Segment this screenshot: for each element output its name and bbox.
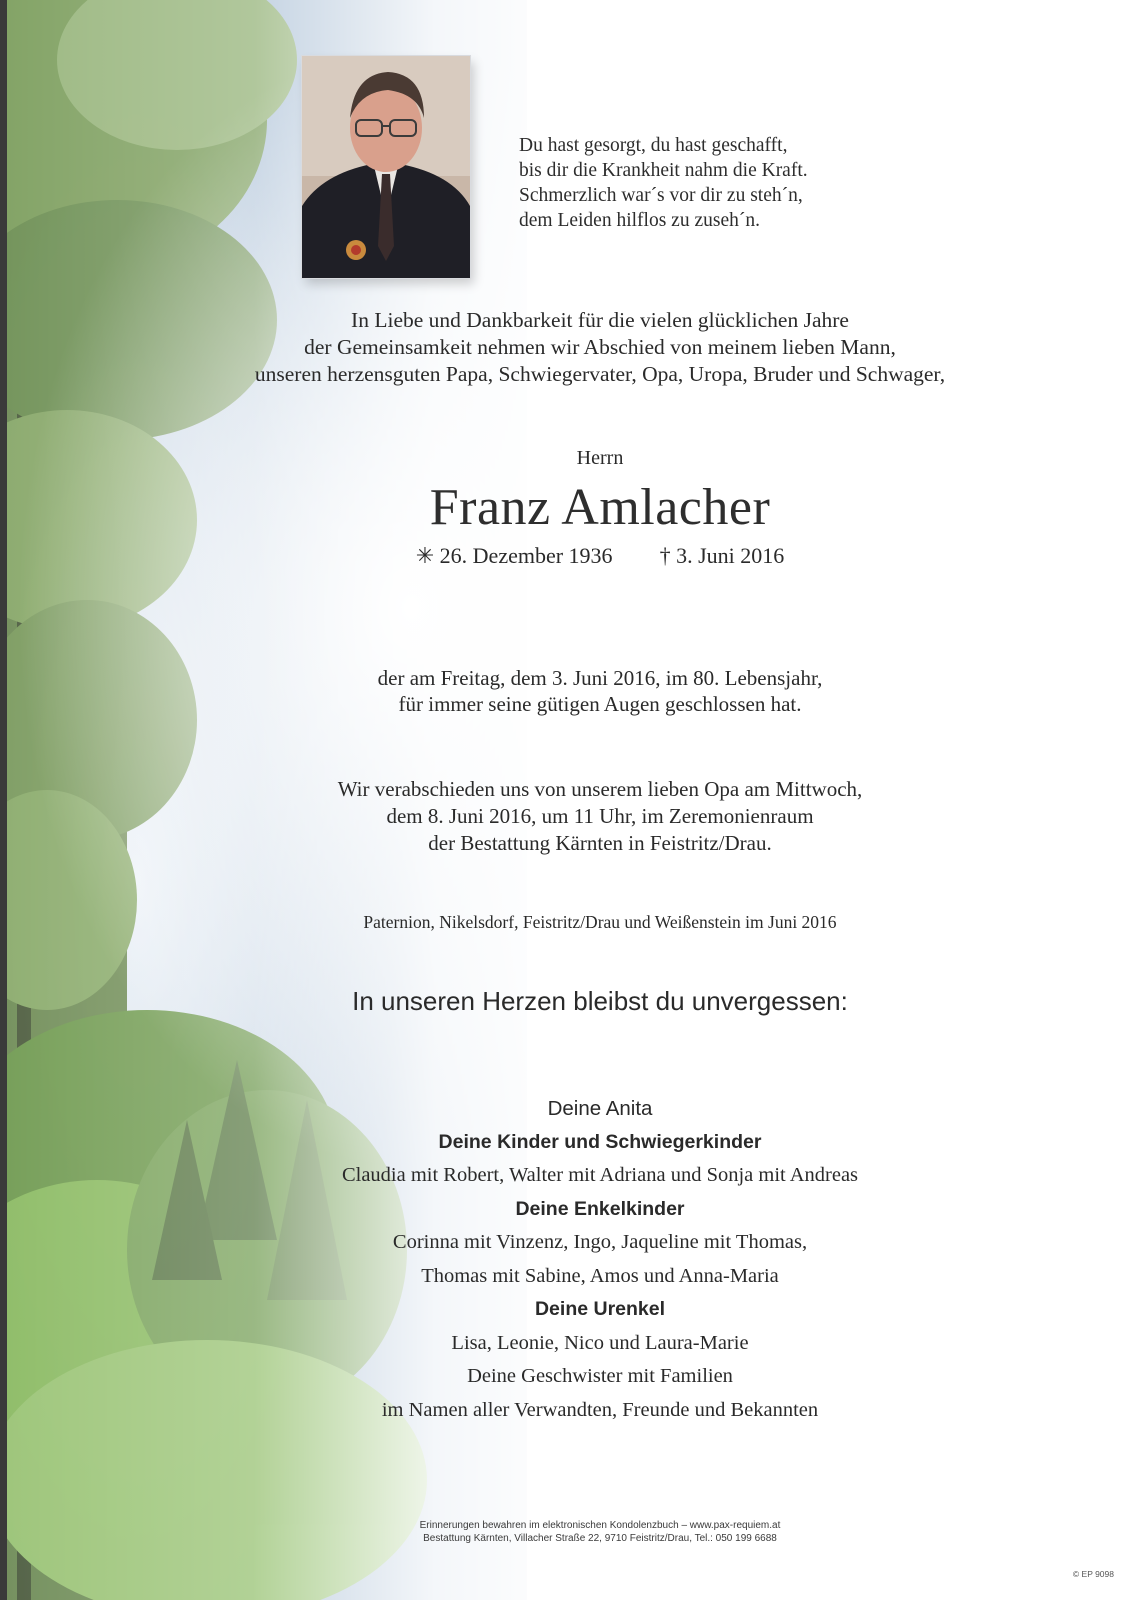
poem-line: bis dir die Krankheit nahm die Kraft. bbox=[519, 160, 808, 181]
grandchildren-heading: Deine Enkelkinder bbox=[515, 1197, 685, 1220]
mourner-wife: Deine Anita bbox=[547, 1097, 653, 1120]
siblings-line: Deine Geschwister mit Familien bbox=[467, 1365, 733, 1387]
grandchildren-names: Thomas mit Sabine, Amos und Anna-Maria bbox=[421, 1264, 779, 1287]
salutation: Herrn bbox=[576, 447, 624, 469]
intro-line: unseren herzensguten Papa, Schwiegervater, Opa, Uropa, Bruder und Schwager, bbox=[254, 362, 946, 386]
intro-line: In Liebe und Dankbarkeit für die vielen glücklichen Jahre bbox=[351, 308, 849, 332]
poem bbox=[519, 133, 808, 233]
footer bbox=[300, 1519, 900, 1545]
grandchildren-names: Corinna mit Vinzenz, Ingo, Jaqueline mit Thomas, bbox=[392, 1231, 808, 1253]
portrait-photo bbox=[302, 56, 470, 278]
footer-line: Bestattung Kärnten, Villacher Straße 22, 9710 Feistritz/Drau, Tel.: 050 199 6688 bbox=[423, 1533, 777, 1544]
intro-line: der Gemeinsamkeit nehmen wir Abschied von meinem lieben Mann, bbox=[304, 335, 896, 359]
scan-edge bbox=[0, 0, 7, 1600]
death-notice-line: für immer seine gütigen Augen geschlossen hat. bbox=[398, 692, 802, 716]
birth-star-icon: ✳ bbox=[415, 543, 435, 568]
closing-line: im Namen aller Verwandten, Freunde und Bekannten bbox=[381, 1398, 819, 1421]
death-notice-line: der am Freitag, dem 3. Juni 2016, im 80. Lebensjahr, bbox=[377, 666, 823, 690]
funeral-line: dem 8. Juni 2016, um 11 Uhr, im Zeremonienraum bbox=[386, 804, 814, 828]
death-date: 3. Juni 2016 bbox=[676, 543, 785, 568]
intro-text bbox=[80, 307, 1120, 388]
great-grandchildren-heading: Deine Urenkel bbox=[534, 1298, 666, 1320]
funeral-line: Wir verabschieden uns von unserem lieben Opa am Mittwoch, bbox=[337, 777, 863, 801]
place-date: Paternion, Nikelsdorf, Feistritz/Drau und Weißenstein im Juni 2016 bbox=[363, 912, 837, 932]
death-cross-icon: † bbox=[659, 543, 671, 568]
motto: In unseren Herzen bleibst du unvergessen: bbox=[352, 986, 848, 1016]
birth-date: 26. Dezember 1936 bbox=[439, 543, 613, 568]
mourners-list bbox=[80, 1092, 1120, 1427]
life-dates bbox=[80, 542, 1120, 570]
poem-line: dem Leiden hilflos zu zuseh´n. bbox=[519, 210, 760, 231]
great-grandchildren-names: Lisa, Leonie, Nico und Laura-Marie bbox=[451, 1331, 749, 1354]
children-heading: Deine Kinder und Schwiegerkinder bbox=[438, 1130, 762, 1153]
funeral-info bbox=[80, 776, 1120, 857]
children-names: Claudia mit Robert, Walter mit Adriana und Sonja mit Andreas bbox=[341, 1164, 859, 1186]
print-code: © EP 9098 bbox=[1072, 1569, 1114, 1579]
deceased-name: Franz Amlacher bbox=[429, 479, 771, 536]
funeral-line: der Bestattung Kärnten in Feistritz/Drau. bbox=[428, 831, 772, 855]
death-notice bbox=[80, 665, 1120, 717]
poem-line: Du hast gesorgt, du hast geschafft, bbox=[519, 135, 788, 156]
poem-line: Schmerzlich war´s vor dir zu steh´n, bbox=[519, 185, 803, 206]
footer-line: Erinnerungen bewahren im elektronischen Kondolenzbuch – www.pax-requiem.at bbox=[419, 1520, 781, 1531]
